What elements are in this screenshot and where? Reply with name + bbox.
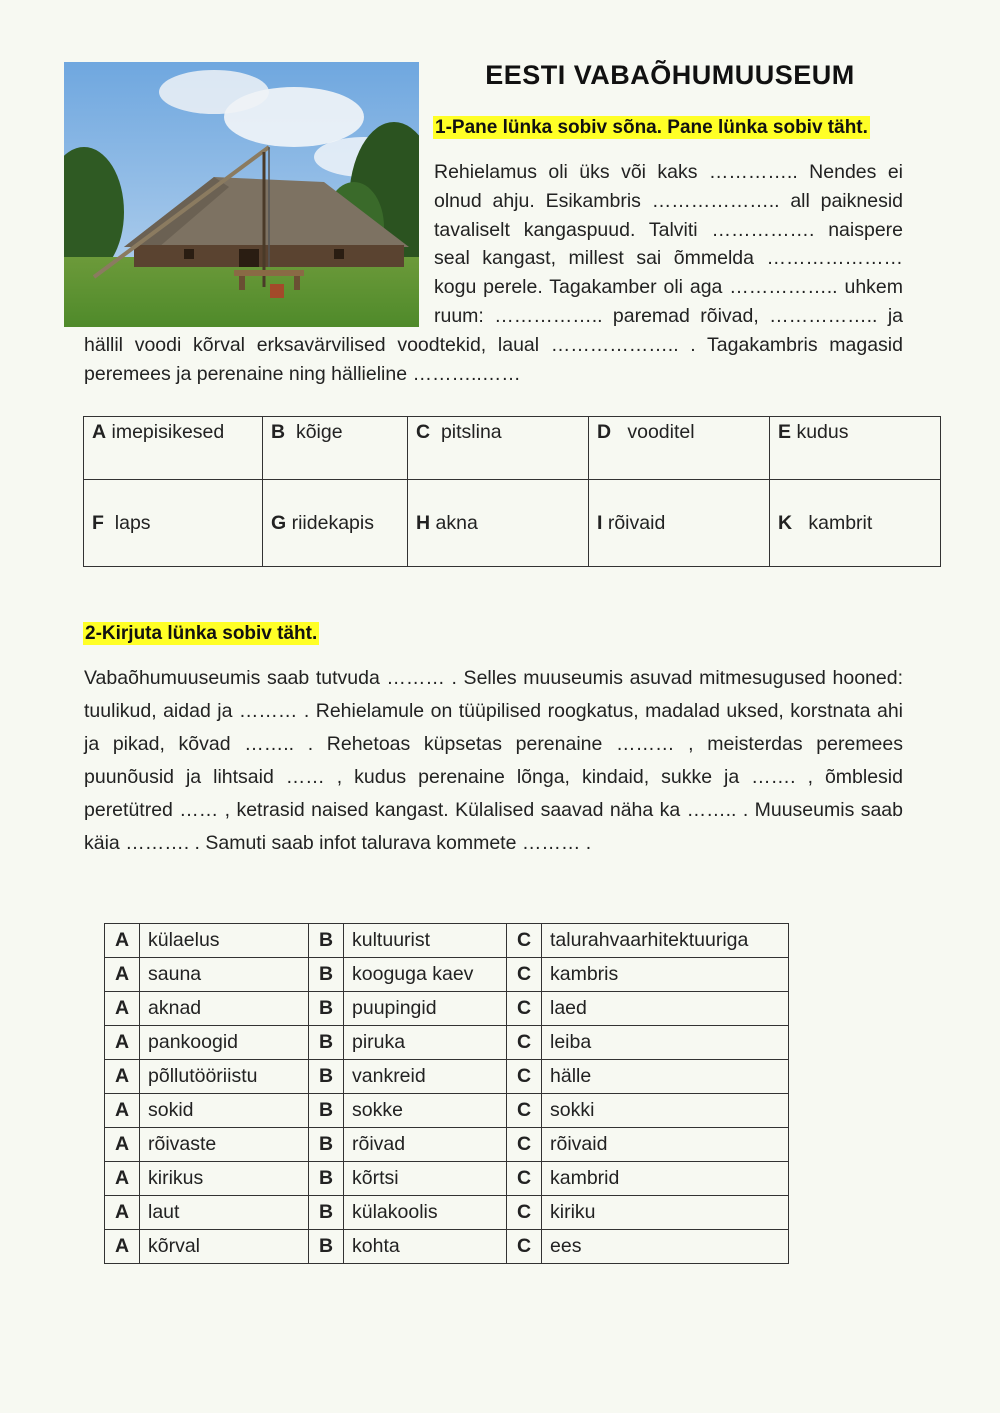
option-word: kiriku (542, 1196, 789, 1230)
option-letter: A (105, 1230, 140, 1264)
option-letter: B (309, 1128, 344, 1162)
option-letter: C (507, 1230, 542, 1264)
task2-heading (83, 623, 319, 645)
option-word: aknad (140, 992, 309, 1026)
task1-options-table (83, 416, 941, 567)
option-letter: A (105, 1060, 140, 1094)
option-word: vankreid (344, 1060, 507, 1094)
option-word: külakoolis (344, 1196, 507, 1230)
option-letter: A (105, 1026, 140, 1060)
option-letter: B (309, 1026, 344, 1060)
option-word: talurahvaarhitektuuriga (542, 924, 789, 958)
option-word: ees (542, 1230, 789, 1264)
option-cell: G riidekapis (263, 480, 408, 567)
option-letter: C (507, 1196, 542, 1230)
option-cell: B kõige (263, 417, 408, 480)
option-letter: C (507, 1094, 542, 1128)
option-word: pankoogid (140, 1026, 309, 1060)
option-word: põllutööriistu (140, 1060, 309, 1094)
option-word: sokke (344, 1094, 507, 1128)
photo-wrap-spacer (84, 158, 434, 330)
table-row (105, 992, 789, 1026)
option-letter: B (309, 924, 344, 958)
option-letter: C (507, 1128, 542, 1162)
option-letter: B (309, 1196, 344, 1230)
table-row (105, 924, 789, 958)
task2-options-table (104, 923, 789, 1264)
option-word: piruka (344, 1026, 507, 1060)
table-row (105, 1230, 789, 1264)
option-word: külaelus (140, 924, 309, 958)
option-word: sokki (542, 1094, 789, 1128)
option-word: kambrid (542, 1162, 789, 1196)
option-word: kultuurist (344, 924, 507, 958)
option-letter: C (507, 1162, 542, 1196)
option-word: sokid (140, 1094, 309, 1128)
option-letter: A (105, 992, 140, 1026)
table-row (105, 1196, 789, 1230)
option-cell: H akna (408, 480, 589, 567)
option-letter: B (309, 992, 344, 1026)
option-word: kooguga kaev (344, 958, 507, 992)
option-word: hälle (542, 1060, 789, 1094)
option-cell: F laps (84, 480, 263, 567)
option-word: kambris (542, 958, 789, 992)
option-word: rõivaste (140, 1128, 309, 1162)
task1-paragraph (84, 158, 903, 388)
option-cell: A imepisikesed (84, 417, 263, 480)
table-row (84, 480, 941, 567)
option-letter: C (507, 958, 542, 992)
option-letter: C (507, 992, 542, 1026)
table-row (105, 958, 789, 992)
table-row (105, 1162, 789, 1196)
option-letter: B (309, 1162, 344, 1196)
table-row (105, 1026, 789, 1060)
table-row (84, 417, 941, 480)
option-cell: I rõivaid (589, 480, 770, 567)
option-letter: B (309, 1230, 344, 1264)
option-word: kohta (344, 1230, 507, 1264)
option-cell: D vooditel (589, 417, 770, 480)
option-letter: C (507, 1026, 542, 1060)
option-letter: C (507, 924, 542, 958)
option-word: kõrval (140, 1230, 309, 1264)
task2-paragraph: Vabaõhumuuseumis saab tutvuda ……… . Selles muuseumis asuvad mitmesugused hooned: tuulikud, aidad ja ……… . Rehielamule on tüüpilised roogkatus, madalad uksed, korstnata ahi ja pikad, kõvad …….. . Rehetoas küpsetas perenaine ……… , meisterdas peremees puunõusid ja lihtsaid …… , kudus perenaine lõnga, kindaid, sukke ja ……. , õmblesid peretütred …… , ketrasid naised kangast. Külalised saavad näha ka …….. . Muuseumis saab käia ………. . Samuti saab infot talurava kommete ……… . (84, 667, 903, 854)
option-letter: A (105, 958, 140, 992)
option-word: laut (140, 1196, 309, 1230)
task2-heading-text: 2-Kirjuta lünka sobiv täht. (85, 623, 318, 644)
option-letter: A (105, 1094, 140, 1128)
table-row (105, 1060, 789, 1094)
option-letter: A (105, 1128, 140, 1162)
option-word: rõivad (344, 1128, 507, 1162)
option-cell: K kambrit (770, 480, 941, 567)
option-word: rõivaid (542, 1128, 789, 1162)
option-cell: E kudus (770, 417, 941, 480)
table-row (105, 1094, 789, 1128)
option-word: leiba (542, 1026, 789, 1060)
option-word: kirikus (140, 1162, 309, 1196)
option-word: sauna (140, 958, 309, 992)
task1-text: Rehielamus oli üks või kaks ………….. Nendes ei olnud ahju. Esikambris ……………….. all paiknesid tavaliselt kangaspuud. Talviti ……………. naispere seal kangast, millest sai õmmelda ………………… kogu perele. Tagakamber oli aga …………….. uhkem ruum: …………….. paremad rõivad, …………….. ja hällil voodi kõrval erksavärvilised voodtekid, laual ……………….. . Tagakambris magasid peremees ja perenaine ning hällieline ………..…… (84, 161, 903, 385)
option-letter: B (309, 1094, 344, 1128)
option-word: puupingid (344, 992, 507, 1026)
option-letter: B (309, 1060, 344, 1094)
option-letter: A (105, 1196, 140, 1230)
page-title: EESTI VABAÕHUMUUSEUM (485, 60, 855, 90)
option-cell: C pitslina (408, 417, 589, 480)
task1-heading (433, 117, 870, 139)
option-letter: A (105, 924, 140, 958)
option-letter: C (507, 1060, 542, 1094)
option-letter: A (105, 1162, 140, 1196)
table-row (105, 1128, 789, 1162)
task1-heading-text: 1-Pane lünka sobiv sõna. Pane lünka sobiv täht. (435, 117, 868, 138)
option-word: laed (542, 992, 789, 1026)
option-letter: B (309, 958, 344, 992)
option-word: kõrtsi (344, 1162, 507, 1196)
